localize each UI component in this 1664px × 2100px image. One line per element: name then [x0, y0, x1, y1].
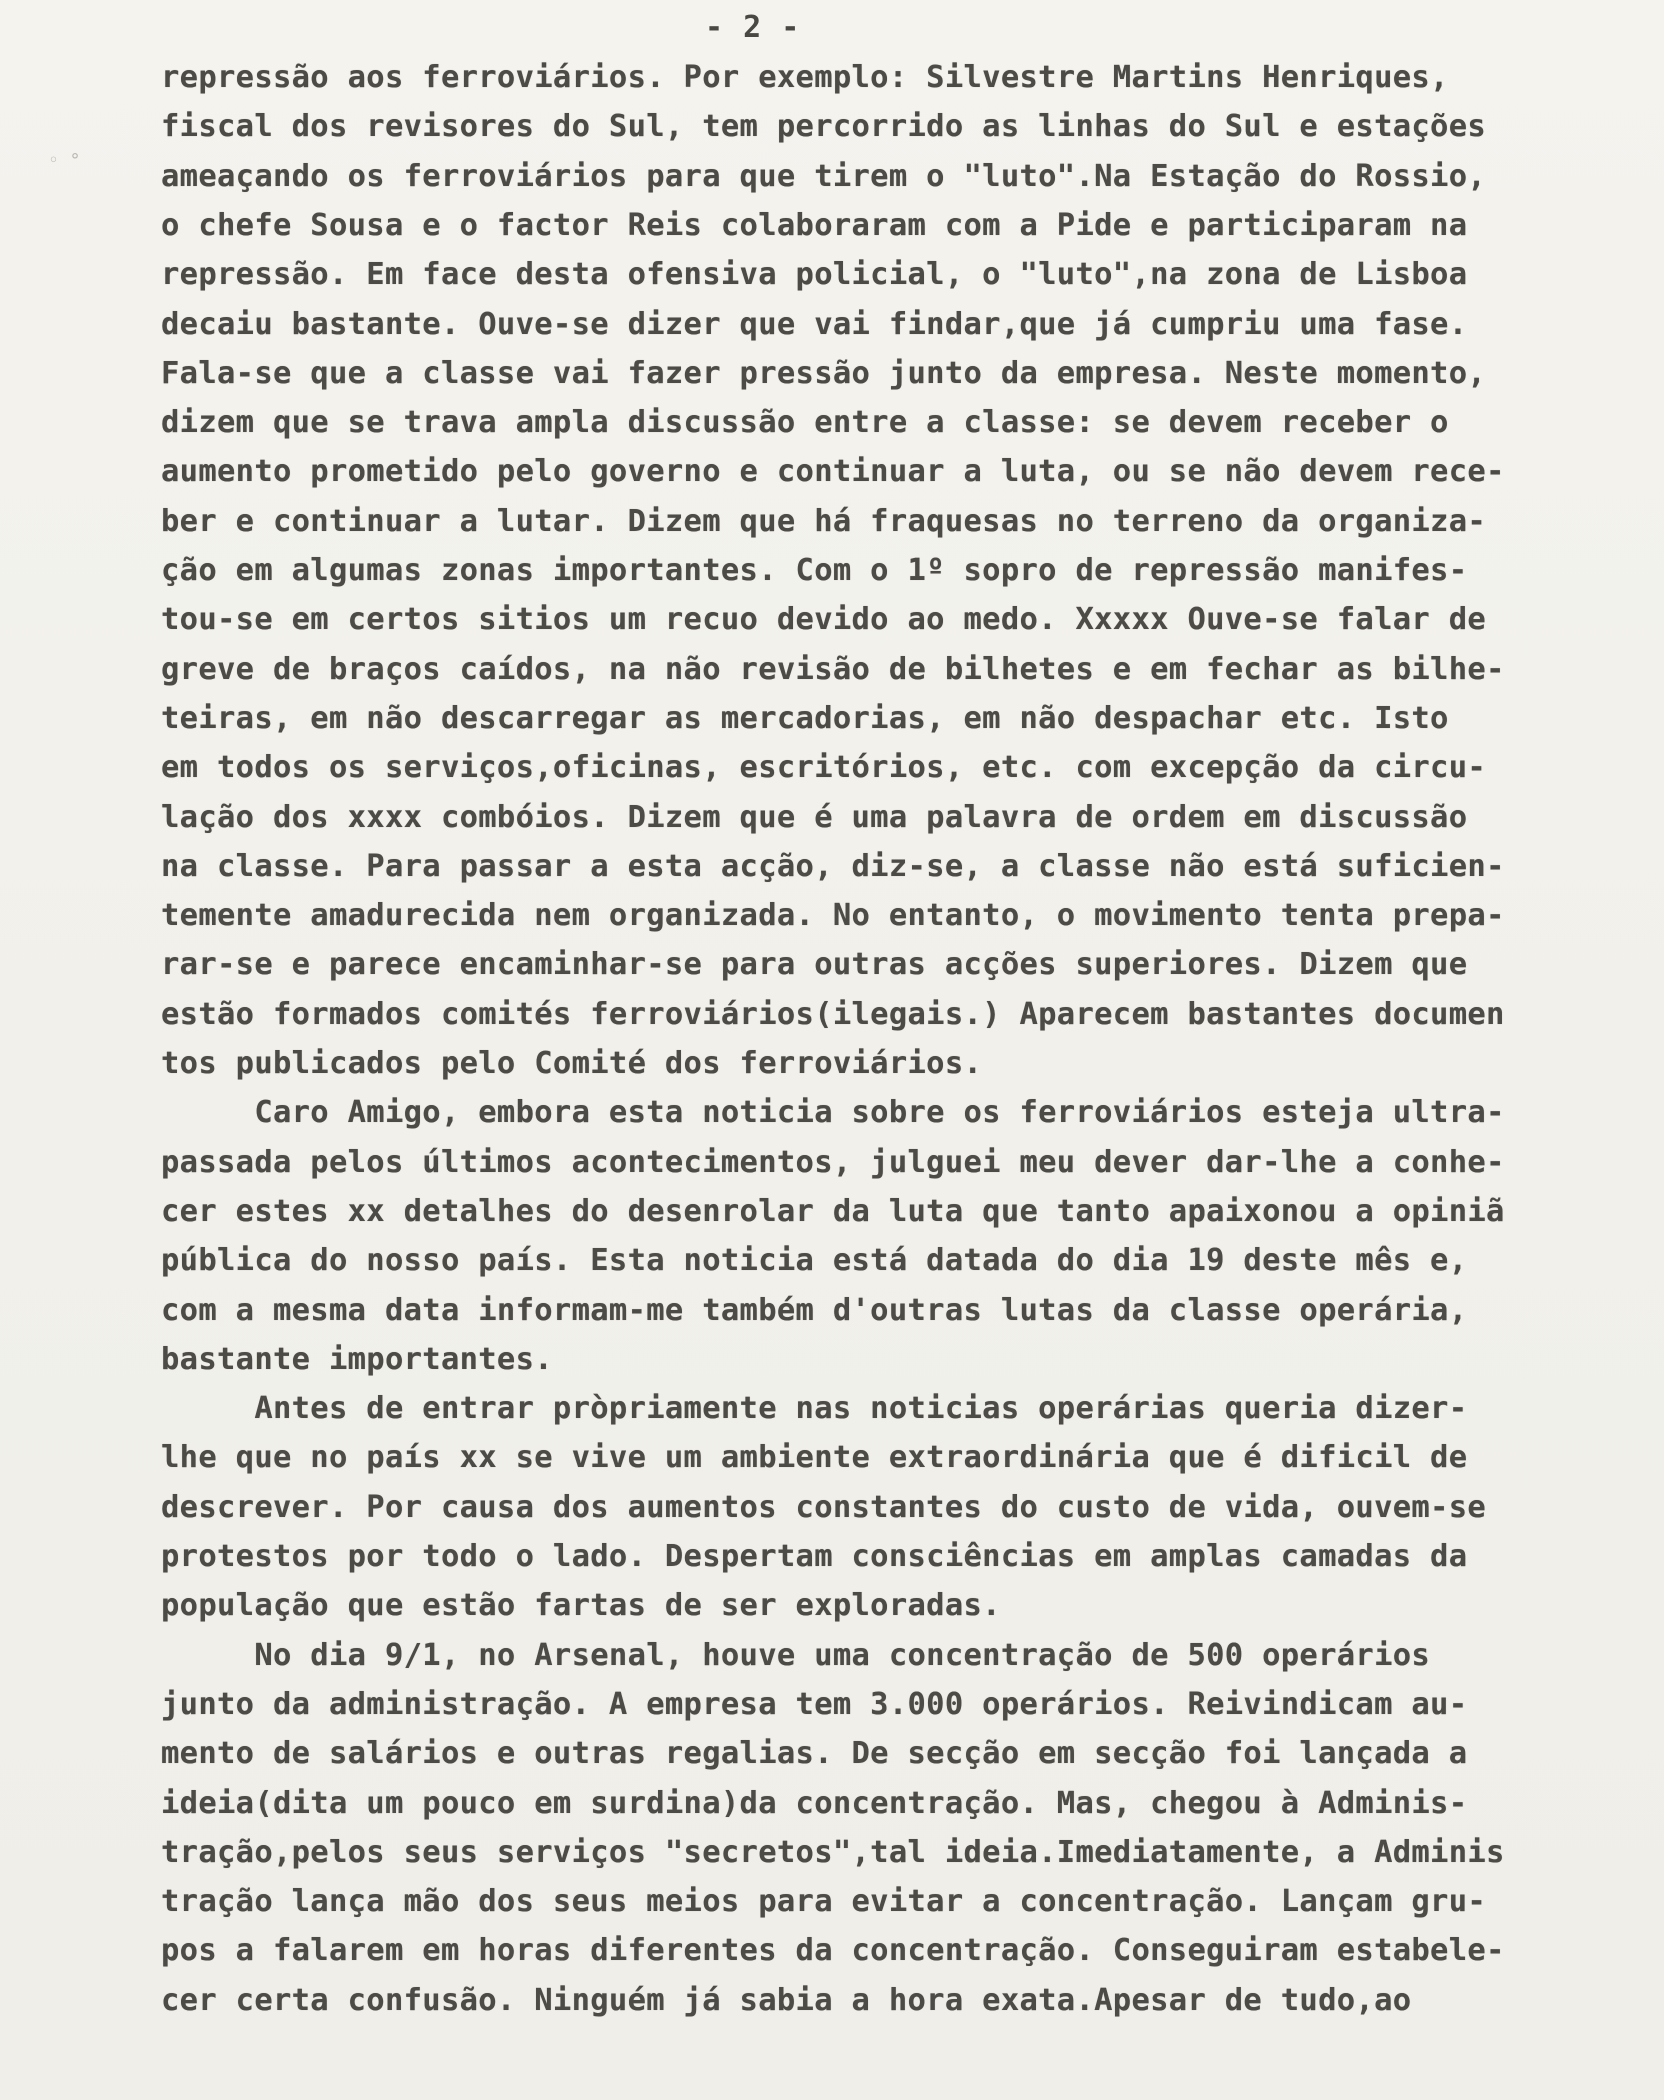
text-line: tração,pelos seus serviços "secretos",tal ideia.Imediatamente, a Adminis: [161, 1834, 1505, 1870]
text-line: greve de braços caídos, na não revisão de bilhetes e em fechar as bilhe-: [161, 651, 1505, 687]
text-line: ber e continuar a lutar. Dizem que há fraquesas no terreno da organiza-: [161, 503, 1487, 539]
text-line: mento de salários e outras regalias. De secção em secção foi lançada a: [161, 1736, 1468, 1772]
text-line: cer certa confusão. Ninguém já sabia a hora exata.Apesar de tudo,ao: [161, 1982, 1412, 2018]
text-line: temente amadurecida nem organizada. No entanto, o movimento tenta prepa-: [161, 898, 1505, 934]
text-line: com a mesma data informam-me também d'outras lutas da classe operária,: [161, 1292, 1468, 1328]
text-line: pos a falarem em horas diferentes da concentração. Conseguiram estabele-: [161, 1933, 1505, 1969]
text-line: pública do nosso país. Esta noticia está datada do dia 19 deste mês e,: [161, 1243, 1468, 1279]
text-line: Fala-se que a classe vai fazer pressão junto da empresa. Neste momento,: [161, 355, 1487, 391]
text-line: bastante importantes.: [161, 1341, 553, 1377]
text-line: repressão aos ferroviários. Por exemplo: Silvestre Martins Henriques,: [161, 60, 1449, 95]
text-line: Antes de entrar pròpriamente nas noticias operárias queria dizer-: [161, 1391, 1468, 1427]
text-line: ameaçando os ferroviários para que tirem o "luto".Na Estação do Rossio,: [161, 158, 1487, 194]
text-line: tos publicados pelo Comité dos ferroviários.: [161, 1046, 983, 1081]
text-line: população que estão fartas de ser exploradas.: [161, 1588, 1001, 1624]
text-line: descrever. Por causa dos aumentos constantes do custo de vida, ouvem-se: [161, 1489, 1487, 1525]
text-line: No dia 9/1, no Arsenal, houve uma concentração de 500 operários: [161, 1637, 1431, 1673]
text-line: fiscal dos revisores do Sul, tem percorrido as linhas do Sul e estações: [161, 109, 1487, 145]
text-line: protestos por todo o lado. Despertam consciências em amplas camadas da: [161, 1539, 1468, 1574]
text-line: ção em algumas zonas importantes. Com o 1º sopro de repressão manifes-: [161, 553, 1468, 588]
page-number: - 2 -: [705, 10, 801, 45]
text-line: junto da administração. A empresa tem 3.000 operários. Reivindicam au-: [161, 1686, 1468, 1722]
text-line: aumento prometido pelo governo e continuar a luta, ou se não devem rece-: [161, 454, 1505, 490]
text-line: estão formados comités ferroviários(ilegais.) Aparecem bastantes documen: [161, 996, 1505, 1032]
text-line: tou-se em certos sitios um recuo devido ao medo. Xxxxx Ouve-se falar de: [161, 602, 1487, 638]
text-line: teiras, em não descarregar as mercadorias, em não despachar etc. Isto: [161, 700, 1449, 736]
text-line: em todos os serviços,oficinas, escritórios, etc. com excepção da circu-: [161, 750, 1487, 786]
text-line: na classe. Para passar a esta acção, diz-se, a classe não está suficien-: [161, 848, 1505, 884]
text-line: lação dos xxxx combóios. Dizem que é uma palavra de ordem em discussão: [161, 799, 1468, 835]
text-line: dizem que se trava ampla discussão entre a classe: se devem receber o: [161, 405, 1449, 441]
text-line: passada pelos últimos acontecimentos, julguei meu dever dar-lhe a conhe-: [161, 1144, 1505, 1180]
text-line: tração lança mão dos seus meios para evitar a concentração. Lançam gru-: [161, 1884, 1487, 1920]
text-line: rar-se e parece encaminhar-se para outras acções superiores. Dizem que: [161, 947, 1468, 983]
text-line: cer estes xx detalhes do desenrolar da luta que tanto apaixonou a opiniã: [161, 1193, 1505, 1229]
text-line: ideia(dita um pouco em surdina)da concentração. Mas, chegou à Adminis-: [161, 1785, 1468, 1821]
text-line: decaiu bastante. Ouve-se dizer que vai findar,que já cumpriu uma fase.: [161, 306, 1468, 342]
text-line: Caro Amigo, embora esta noticia sobre os ferroviários esteja ultra-: [161, 1095, 1505, 1131]
text-line: repressão. Em face desta ofensiva policial, o "luto",na zona de Lisboa: [161, 257, 1468, 293]
text-line: lhe que no país xx se vive um ambiente extraordinária que é dificil de: [161, 1440, 1468, 1476]
text-line: o chefe Sousa e o factor Reis colaboraram com a Pide e participaram na: [161, 207, 1468, 243]
ink-smudge: ◦ °: [48, 150, 81, 171]
